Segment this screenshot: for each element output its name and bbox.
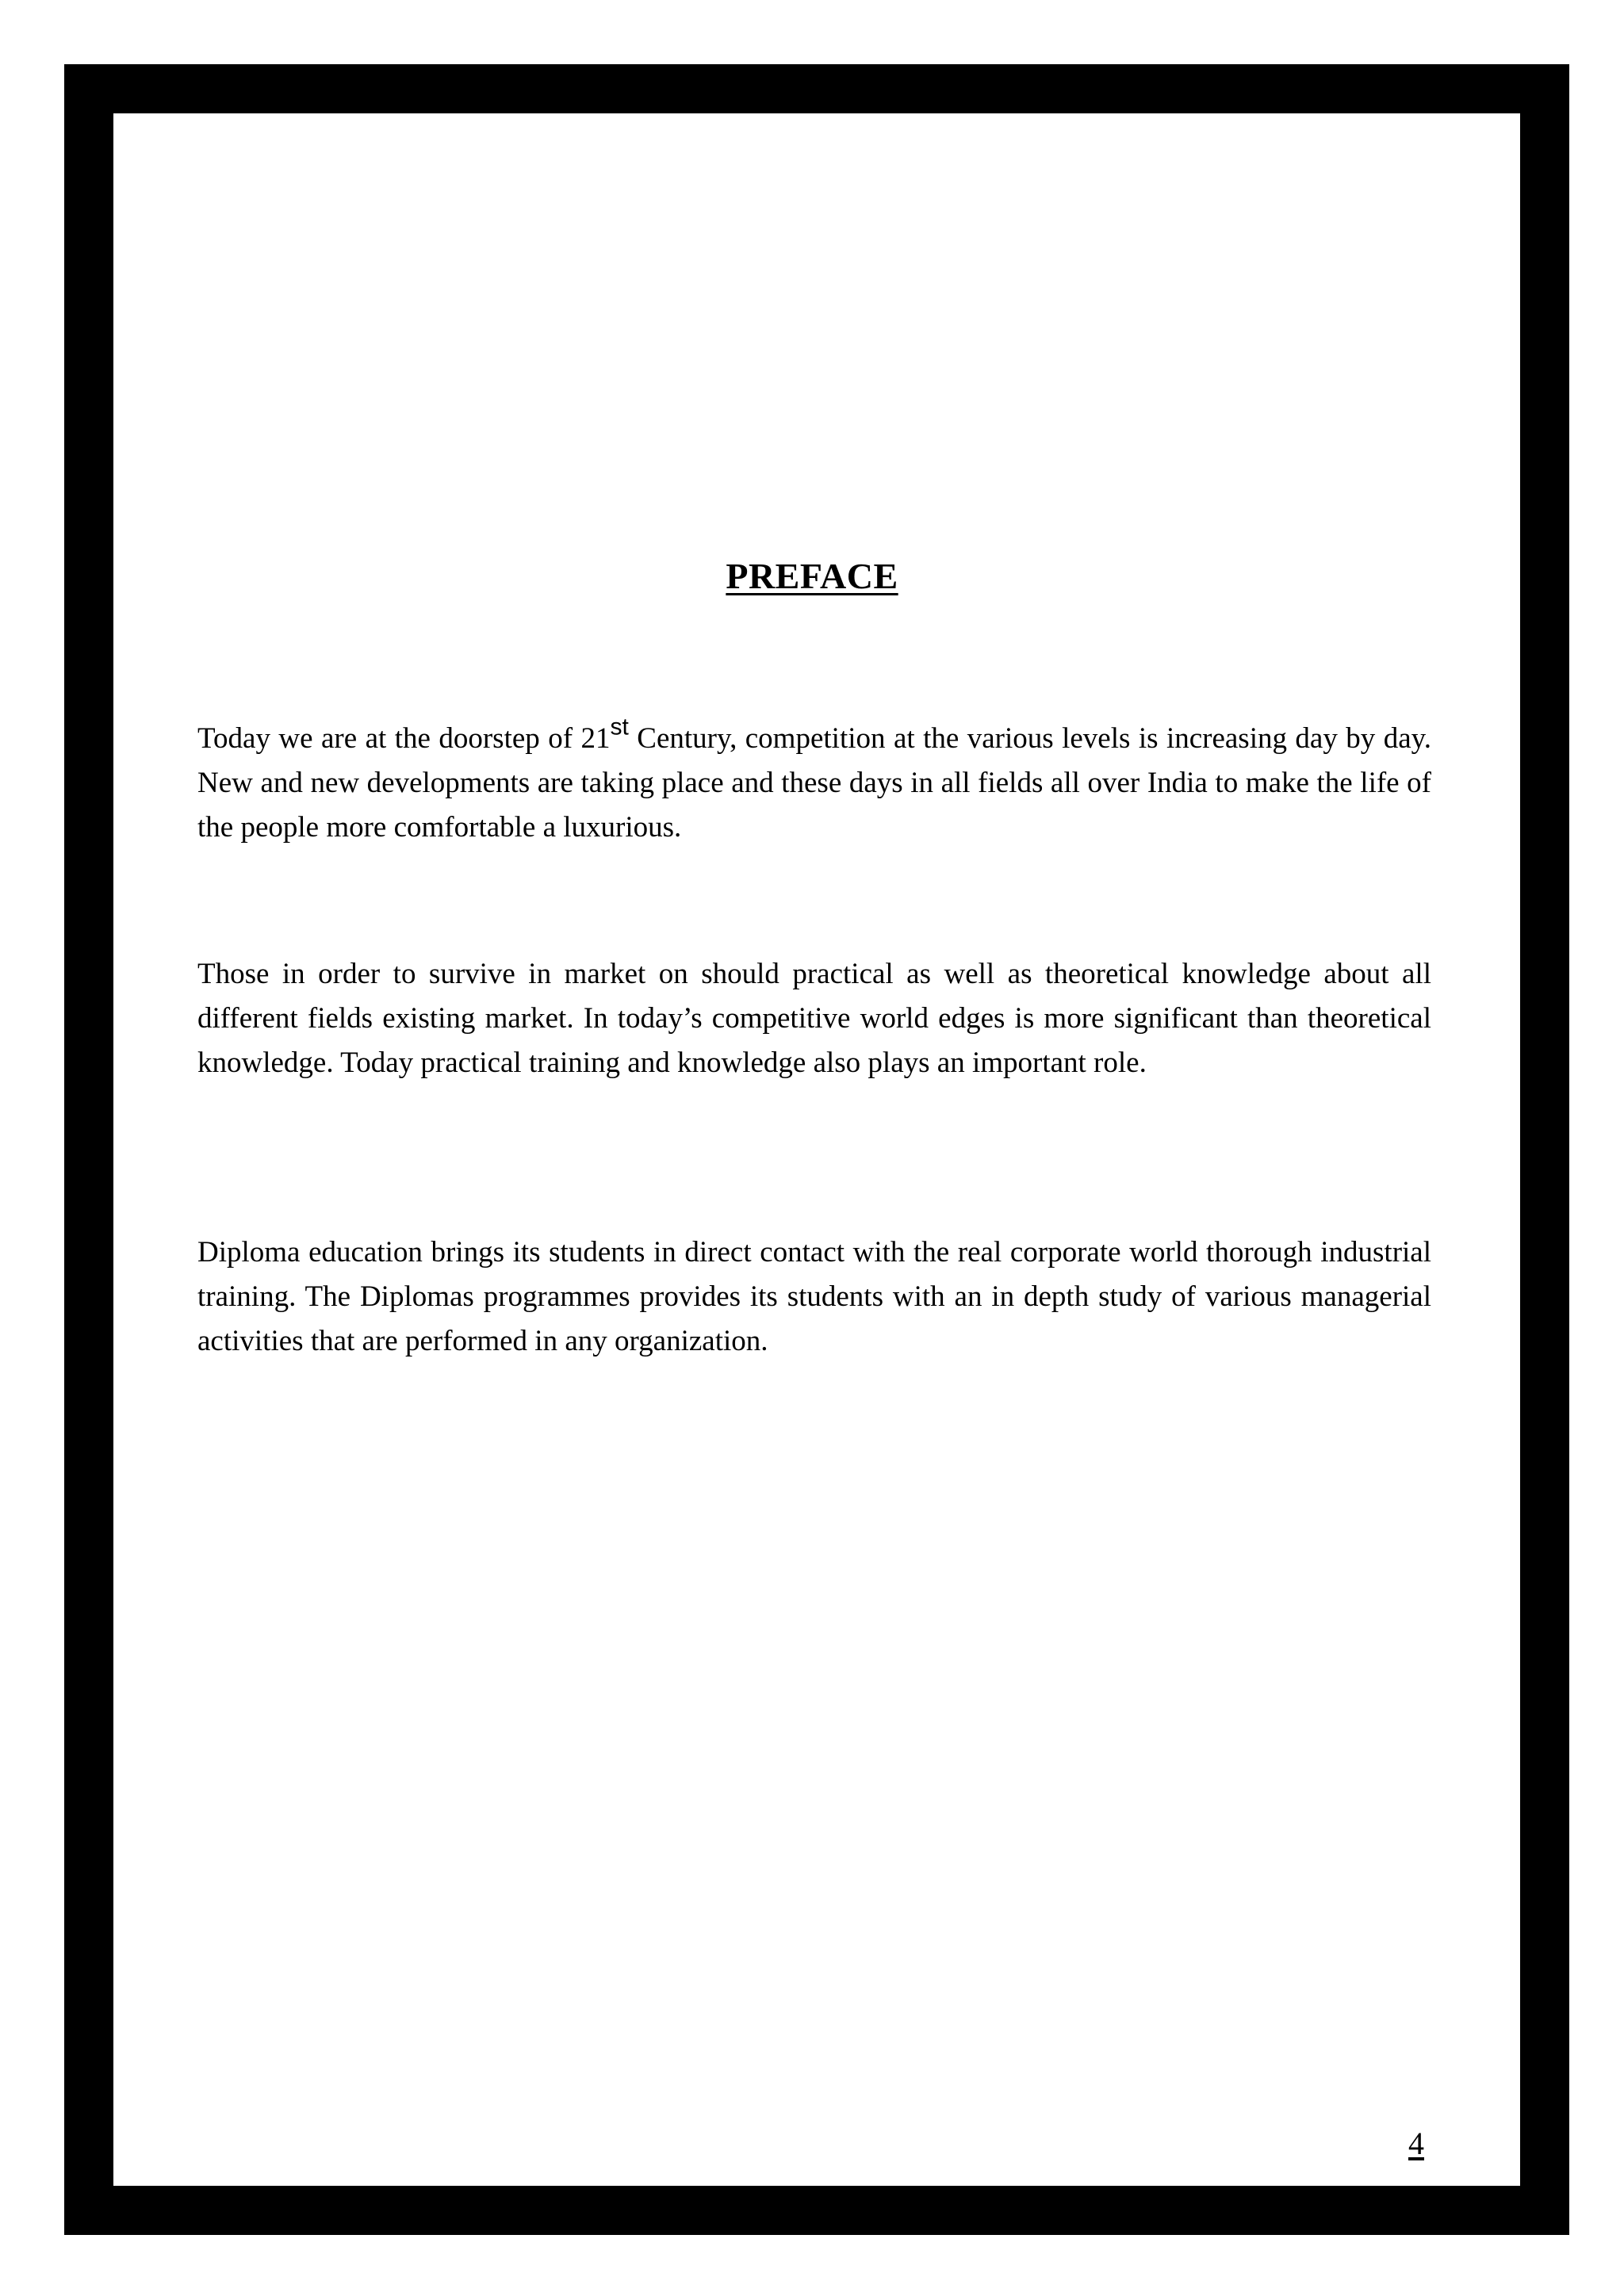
preface-paragraph-2: Those in order to survive in market on should practical as well as theoretical knowledge about all different fields existing market. In today’s competitive world edges is more significant than theoretical knowledge. Today practical training and knowledge also plays an important role. [197, 958, 1431, 1079]
page-border-frame [64, 64, 1569, 2235]
page-title: PREFACE [726, 556, 898, 596]
ordinal-superscript: st [610, 714, 629, 740]
paragraph-1-text-before: Today we are at the doorstep of 21 [197, 722, 611, 755]
page-number: 4 [1408, 2126, 1424, 2161]
preface-paragraph-1 [197, 714, 1432, 850]
preface-paragraph-3: Diploma education brings its students in direct contact with the real corporate world thorough industrial training. The Diplomas programmes provides its students with an in depth study of various managerial activities that are performed in any organization. [197, 1236, 1431, 1357]
paragraph-1-text-after: Century, competition at the various levels is increasing day by day. New and new developments are taking place and these days in all fields all over India to make the life of the people more comfortable a luxurious. [197, 722, 1432, 844]
